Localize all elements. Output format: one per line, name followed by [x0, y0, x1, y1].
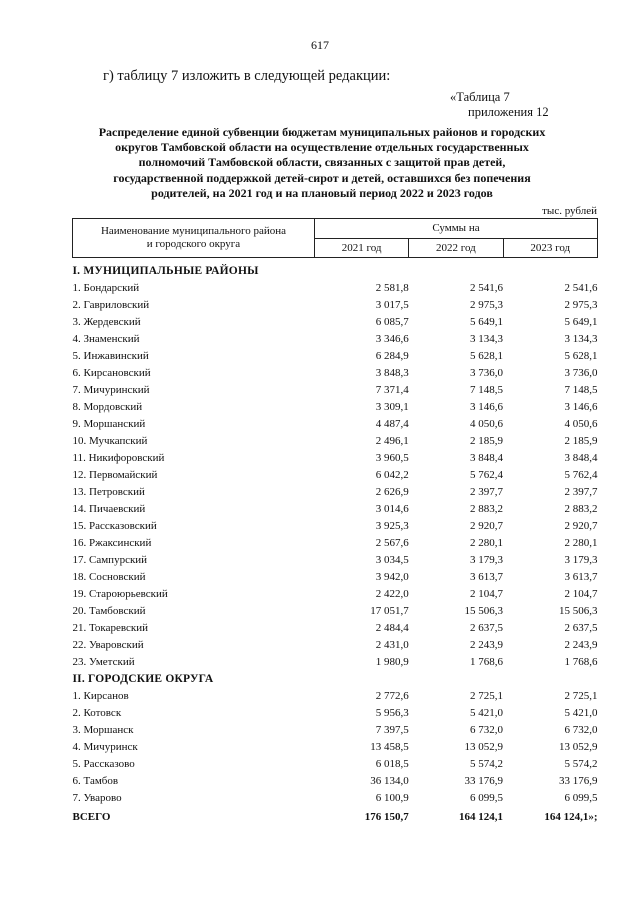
value-2021: 6 042,2: [375, 469, 409, 481]
page-number: 617: [311, 38, 329, 52]
municipality-name: 2. Котовск: [72, 707, 122, 719]
table-ref-line2: приложения 12: [468, 105, 549, 119]
value-2023: 2 243,9: [564, 639, 598, 651]
value-2022: 4 050,6: [470, 418, 504, 430]
document-title: [72, 125, 572, 201]
municipality-name: 13. Петровский: [72, 486, 145, 498]
value-2022: 2 397,7: [470, 486, 504, 498]
units-label: тыс. рублей: [542, 205, 597, 217]
value-2021: 36 134,0: [370, 775, 409, 787]
table-row: [73, 790, 598, 807]
value-2021: 17 051,7: [370, 605, 409, 617]
value-2021: 1 980,9: [375, 656, 409, 668]
table-reference: [450, 90, 549, 120]
value-2022: 2 883,2: [470, 503, 504, 515]
value-2022: 3 146,6: [470, 401, 504, 413]
value-2021: 2 567,6: [375, 537, 409, 549]
title-line: округов Тамбовской области на осуществление отдельных государственных: [115, 140, 529, 155]
value-2023: 6 099,5: [564, 792, 598, 804]
value-2022: 7 148,5: [470, 384, 504, 396]
value-2022: 2 920,7: [470, 520, 504, 532]
value-2021: 2 496,1: [375, 435, 409, 447]
municipality-name: 20. Тамбовский: [72, 605, 146, 617]
value-2023: 3 134,3: [564, 333, 598, 345]
value-2023: 3 613,7: [564, 571, 598, 583]
table-row: [73, 773, 598, 790]
value-2023: 33 176,9: [559, 775, 598, 787]
municipality-name: 12. Первомайский: [72, 469, 158, 481]
municipality-name: 1. Кирсанов: [72, 690, 129, 702]
subvention-table: [72, 218, 598, 827]
total-2022: 164 124,1: [459, 811, 504, 823]
value-2022: 2 185,9: [470, 435, 504, 447]
sums-header: Суммы на: [314, 219, 597, 239]
value-2023: 2 637,5: [564, 622, 598, 634]
value-2021: 6 018,5: [375, 758, 409, 770]
value-2021: 13 458,5: [370, 741, 409, 753]
table-row: [73, 331, 598, 348]
value-2023: 2 104,7: [564, 588, 598, 600]
value-2021: 3 014,6: [375, 503, 409, 515]
municipality-name: 3. Моршанск: [72, 724, 134, 736]
municipality-name: 2. Гавриловский: [72, 299, 150, 311]
value-2023: 2 883,2: [564, 503, 598, 515]
value-2023: 2 725,1: [564, 690, 598, 702]
table-row: [73, 297, 598, 314]
value-2022: 2 280,1: [470, 537, 504, 549]
value-2021: 3 925,3: [375, 520, 409, 532]
year-header-2021: 2021 год: [314, 238, 408, 258]
municipality-name: 9. Моршанский: [72, 418, 146, 430]
section-title: I. МУНИЦИПАЛЬНЫЕ РАЙОНЫ: [72, 265, 259, 277]
value-2023: 3 146,6: [564, 401, 598, 413]
value-2021: 2 484,4: [375, 622, 409, 634]
value-2023: 5 421,0: [564, 707, 598, 719]
value-2023: 1 768,6: [564, 656, 598, 668]
table-row: [73, 756, 598, 773]
value-2022: 2 975,3: [470, 299, 504, 311]
title-line: родителей, на 2021 год и на плановый период 2022 и 2023 годов: [151, 185, 493, 200]
value-2023: 5 762,4: [564, 469, 598, 481]
municipality-name: 6. Кирсановский: [72, 367, 151, 379]
table-row: [73, 586, 598, 603]
total-row: [73, 807, 598, 827]
table-row: [73, 501, 598, 518]
table-row: [73, 535, 598, 552]
table-row: [73, 467, 598, 484]
name-header-line1: Наименование муниципального района: [100, 225, 287, 237]
municipality-name: 4. Мичуринск: [72, 741, 138, 753]
municipality-name: 17. Сампурский: [72, 554, 148, 566]
value-2023: 5 628,1: [564, 350, 598, 362]
value-2022: 5 421,0: [470, 707, 504, 719]
municipality-name: 10. Мучкапский: [72, 435, 148, 447]
municipality-name: 14. Пичаевский: [72, 503, 146, 515]
table-row: [73, 348, 598, 365]
section-header-row: [73, 263, 598, 280]
table-row: [73, 722, 598, 739]
value-2021: 6 100,9: [375, 792, 409, 804]
table-ref-line1: «Таблица 7: [450, 90, 510, 104]
table-row: [73, 484, 598, 501]
value-2021: 3 960,5: [375, 452, 409, 464]
value-2021: 2 431,0: [375, 639, 409, 651]
value-2023: 3 848,4: [564, 452, 598, 464]
municipality-name: 4. Знаменский: [72, 333, 140, 345]
table-row: [73, 603, 598, 620]
total-label: ВСЕГО: [72, 811, 111, 823]
municipality-name: 19. Староюрьевский: [72, 588, 168, 600]
value-2022: 5 628,1: [470, 350, 504, 362]
value-2023: 3 179,3: [564, 554, 598, 566]
name-header-line2: и городского округа: [146, 238, 241, 250]
table-row: [73, 365, 598, 382]
value-2021: 2 581,8: [375, 282, 409, 294]
municipality-name: 23. Уметский: [72, 656, 135, 668]
value-2023: 5 649,1: [564, 316, 598, 328]
value-2021: 3 017,5: [375, 299, 409, 311]
value-2023: 6 732,0: [564, 724, 598, 736]
value-2021: 6 284,9: [375, 350, 409, 362]
municipality-name: 7. Мичуринский: [72, 384, 150, 396]
value-2022: 3 736,0: [470, 367, 504, 379]
value-2022: 2 541,6: [470, 282, 504, 294]
value-2022: 5 574,2: [470, 758, 504, 770]
value-2022: 3 848,4: [470, 452, 504, 464]
table-row: [73, 518, 598, 535]
value-2022: 2 637,5: [470, 622, 504, 634]
value-2022: 33 176,9: [464, 775, 504, 787]
value-2023: 3 736,0: [564, 367, 598, 379]
value-2021: 3 848,3: [375, 367, 409, 379]
value-2021: 2 772,6: [375, 690, 409, 702]
table-row: [73, 705, 598, 722]
table-row: [73, 399, 598, 416]
table-row: [73, 688, 598, 705]
value-2022: 6 732,0: [470, 724, 504, 736]
value-2021: 3 942,0: [375, 571, 409, 583]
value-2022: 5 762,4: [470, 469, 504, 481]
value-2021: 2 422,0: [375, 588, 409, 600]
value-2023: 2 541,6: [564, 282, 598, 294]
value-2022: 1 768,6: [470, 656, 504, 668]
municipality-name: 1. Бондарский: [72, 282, 140, 294]
value-2023: 4 050,6: [564, 418, 598, 430]
value-2021: 4 487,4: [375, 418, 409, 430]
total-2021: 176 150,7: [364, 811, 409, 823]
table-row: [73, 280, 598, 297]
municipality-name: 22. Уваровский: [72, 639, 144, 651]
value-2022: 13 052,9: [464, 741, 504, 753]
table-body: [73, 258, 598, 828]
municipality-name: 5. Рассказово: [72, 758, 135, 770]
value-2022: 3 613,7: [470, 571, 504, 583]
name-column-header: [73, 219, 315, 258]
value-2022: 2 243,9: [470, 639, 504, 651]
table-row: [73, 569, 598, 586]
year-header-2023: 2023 год: [503, 238, 597, 258]
table-row: [73, 654, 598, 671]
value-2023: 7 148,5: [564, 384, 598, 396]
section-header-row: [73, 671, 598, 688]
table-row: [73, 552, 598, 569]
value-2022: 2 104,7: [470, 588, 504, 600]
table-row: [73, 620, 598, 637]
municipality-name: 11. Никифоровский: [72, 452, 165, 464]
value-2023: 2 185,9: [564, 435, 598, 447]
table-row: [73, 739, 598, 756]
instruction-text: г) таблицу 7 изложить в следующей редакции:: [103, 68, 391, 84]
municipality-name: 6. Тамбов: [72, 775, 119, 787]
value-2023: 2 920,7: [564, 520, 598, 532]
year-header-2022: 2022 год: [409, 238, 503, 258]
value-2022: 5 649,1: [470, 316, 504, 328]
table-row: [73, 314, 598, 331]
value-2021: 3 034,5: [375, 554, 409, 566]
municipality-name: 7. Уварово: [72, 792, 122, 804]
table-row: [73, 382, 598, 399]
value-2021: 2 626,9: [375, 486, 409, 498]
value-2022: 3 134,3: [470, 333, 504, 345]
value-2023: 5 574,2: [564, 758, 598, 770]
title-line: Распределение единой субвенции бюджетам муниципальных районов и городских: [98, 125, 546, 139]
value-2022: 6 099,5: [470, 792, 504, 804]
municipality-name: 16. Ржаксинский: [72, 537, 152, 549]
value-2023: 15 506,3: [559, 605, 598, 617]
value-2021: 3 309,1: [375, 401, 409, 413]
title-line: государственной поддержкой детей-сирот и детей, оставшихся без попечения: [113, 170, 531, 185]
title-line: полномочий Тамбовской области, связанных с защитой прав детей,: [138, 155, 506, 170]
table-row: [73, 450, 598, 467]
table-row: [73, 433, 598, 450]
section-title: II. ГОРОДСКИЕ ОКРУГА: [72, 673, 214, 685]
value-2021: 6 085,7: [375, 316, 409, 328]
value-2023: 2 280,1: [564, 537, 598, 549]
value-2022: 3 179,3: [470, 554, 504, 566]
municipality-name: 21. Токаревский: [72, 622, 148, 634]
municipality-name: 5. Инжавинский: [72, 350, 149, 362]
municipality-name: 8. Мордовский: [72, 401, 143, 413]
value-2021: 5 956,3: [375, 707, 409, 719]
municipality-name: 15. Рассказовский: [72, 520, 157, 532]
table-row: [73, 416, 598, 433]
value-2021: 7 371,4: [375, 384, 409, 396]
value-2021: 7 397,5: [375, 724, 409, 736]
value-2022: 2 725,1: [470, 690, 504, 702]
municipality-name: 3. Жердевский: [72, 316, 141, 328]
value-2023: 13 052,9: [559, 741, 598, 753]
table-row: [73, 637, 598, 654]
municipality-name: 18. Сосновский: [72, 571, 146, 583]
value-2023: 2 975,3: [564, 299, 598, 311]
value-2023: 2 397,7: [564, 486, 598, 498]
value-2022: 15 506,3: [464, 605, 504, 617]
total-2023: 164 124,1»;: [544, 811, 598, 823]
value-2021: 3 346,6: [375, 333, 409, 345]
